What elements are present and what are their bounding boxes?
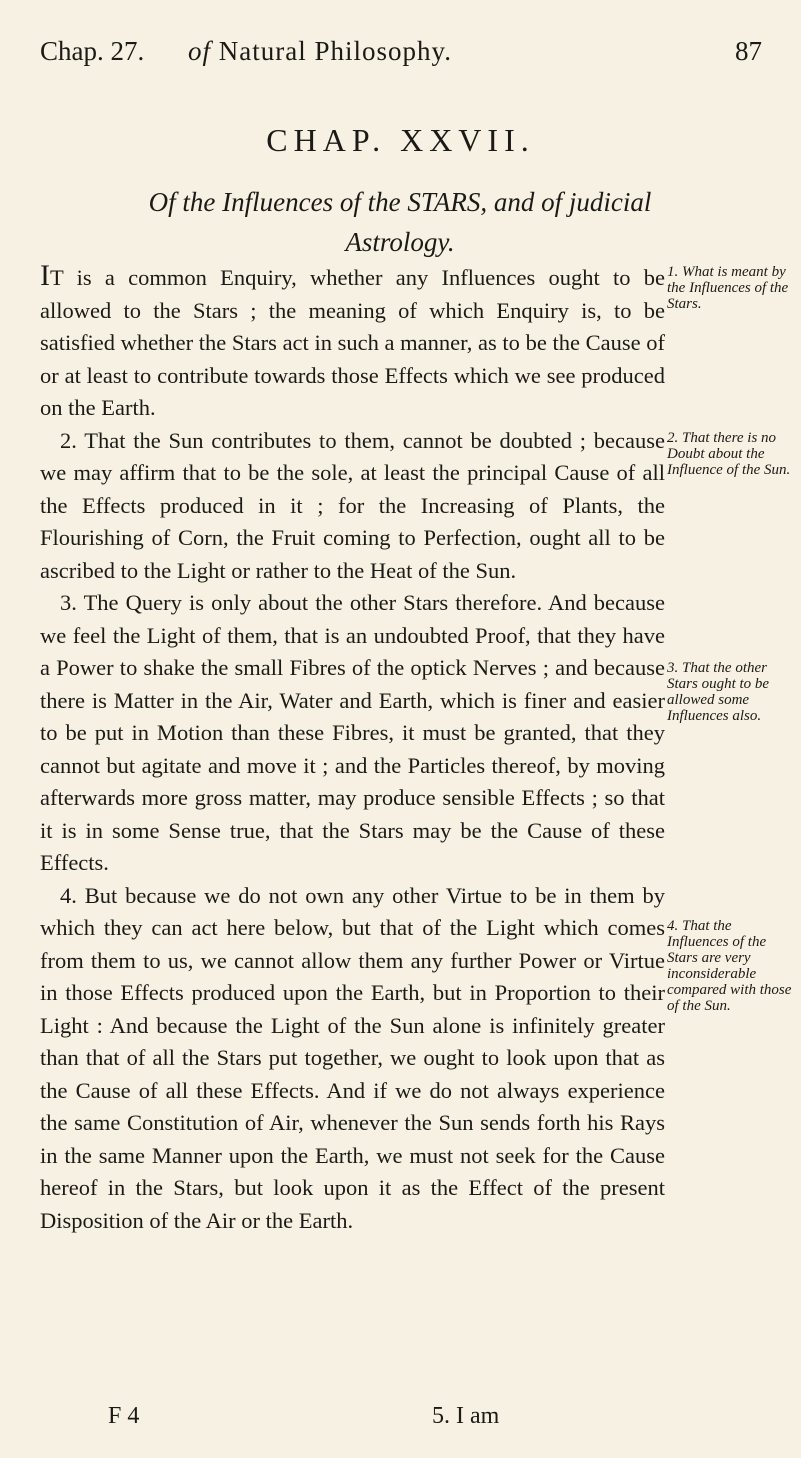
initial-letter: I xyxy=(40,259,50,292)
running-head-title-prefix: of xyxy=(188,36,212,66)
catchword: 5. I am xyxy=(432,1403,500,1429)
running-head-title xyxy=(188,36,452,67)
paragraph-4: 4. But because we do not own any other Virtue to be in them by which they can act here below, but that of the Light which comes from them to us, we cannot allow them any further Power or Virtue in those Effects produced upon the Earth, but in Proportion to their Light : And because the Light of the Sun alone is infinitely greater than that of all the Stars put together, we ought to look upon that as the Cause of all these Effects. And if we do not always experience the same Constitution of Air, whenever the Sun sends forth his Rays in the same Manner upon the Earth, we must not seek for the Cause hereof in the Stars, but look upon it as the Effect of the present Disposition of the Air or the Earth. xyxy=(40,882,665,1233)
paragraph-1: IT is a common Enquiry, whether any Influences ought to be allowed to the Stars ; the meaning of which Enquiry is, to be satisfied whether the Stars act in such a manner, as to be the Cause of or at least to contribute towards those Effects which we see produced on the Earth. xyxy=(40,259,665,420)
running-head-title-text: Natural Philosophy. xyxy=(218,36,452,66)
signature-mark: F 4 xyxy=(108,1403,140,1429)
chapter-title-line-2: Astrology. xyxy=(345,227,455,257)
body-text xyxy=(40,260,665,1237)
margin-note-1: 1. What is meant by the Influences of the Stars. xyxy=(667,264,789,312)
paragraph-3: 3. The Query is only about the other Stars therefore. And because we feel the Light of them, that is an undoubted Proof, that they have a Power to shake the small Fibres of the optick Nerves ; and because there is Matter in the Air, Water and Earth, which is finer and easier to be put in Motion than these Fibres, it must be granted, that they cannot but agitate and move it ; and the Particles thereof, by moving afterwards more gross matter, may produce sensible Effects ; so that it is in some Sense true, that the Stars may be the Cause of these Effects. xyxy=(40,590,665,875)
paragraph-2: 2. That the Sun contributes to them, cannot be doubted ; because we may affirm that to be the sole, at least the principal Cause of all the Effects produced in it ; for the Increasing of Plants, the Flourishing of Corn, the Fruit coming to Perfection, ought all to be ascribed to the Light or rather to the Heat of the Sun. xyxy=(40,427,665,583)
page-number: 87 xyxy=(735,36,762,66)
chapter-title-line-1: Of the Influences of the STARS, and of judicial xyxy=(148,187,652,217)
chapter-heading: CHAP. XXVII. xyxy=(266,122,535,158)
margin-note-4: 4. That the Influences of the Stars are very inconsiderable compared with those of the Sun. xyxy=(667,918,792,1014)
chapter-title xyxy=(40,182,760,262)
margin-note-2: 2. That there is no Doubt about the Influence of the Sun. xyxy=(667,430,791,478)
margin-note-3: 3. That the other Stars ought to be allowed some Influences also. xyxy=(667,660,770,724)
running-head xyxy=(40,30,762,80)
running-head-chapter: Chap. 27. xyxy=(40,36,145,66)
